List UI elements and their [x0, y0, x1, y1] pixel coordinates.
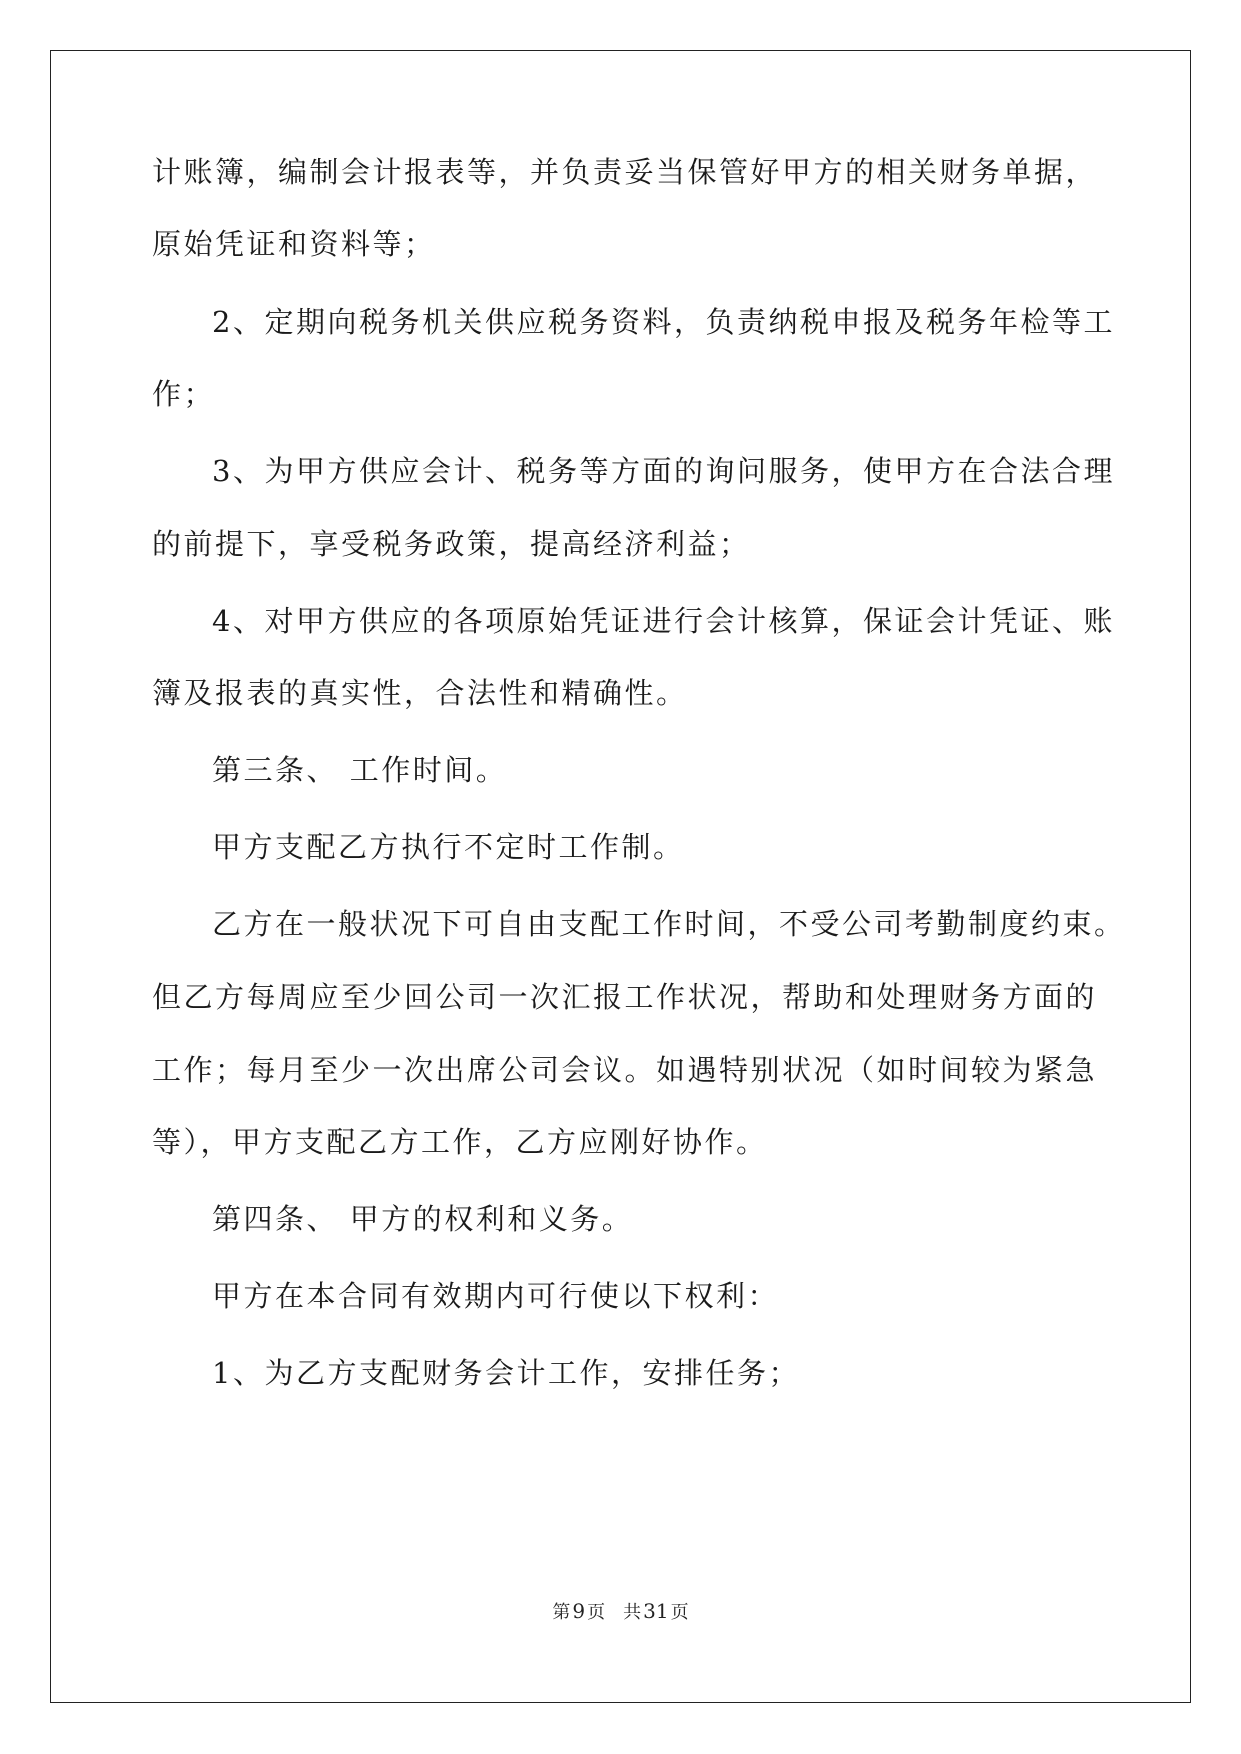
section-heading: 第四条、 甲方的权利和义务。 — [212, 1202, 634, 1236]
page-prefix: 第 — [552, 1602, 571, 1623]
text-line: 原始凭证和资料等； — [152, 227, 436, 261]
text-line: 的前提下，享受税务政策，提高经济利益； — [152, 527, 751, 561]
page-mid: 页 共 — [587, 1602, 642, 1623]
section-heading: 第三条、 工作时间。 — [212, 753, 508, 787]
text-line: 计账簿，编制会计报表等，并负责妥当保管好甲方的相关财务单据， — [152, 155, 1098, 189]
text-line: 1、为乙方支配财务会计工作，安排任务； — [212, 1356, 800, 1390]
text-line: 等），甲方支配乙方工作，乙方应刚好协作。 — [152, 1125, 768, 1159]
page-footer — [0, 1599, 1241, 1625]
text-line: 甲方支配乙方执行不定时工作制。 — [212, 830, 685, 864]
text-line: 3、为甲方供应会计、税务等方面的询问服务，使甲方在合法合理 — [212, 454, 1115, 488]
text-line: 簿及报表的真实性，合法性和精确性。 — [152, 676, 688, 710]
text-line: 2、定期向税务机关供应税务资料，负责纳税申报及税务年检等工 — [212, 305, 1115, 339]
page-border — [50, 50, 1191, 1703]
text-line: 作； — [152, 377, 216, 411]
text-line: 乙方在一般状况下可自由支配工作时间，不受公司考勤制度约束。 — [212, 907, 1126, 941]
text-line: 工作；每月至少一次出席公司会议。如遇特别状况（如时间较为紧急 — [152, 1053, 1098, 1087]
text-line: 但乙方每周应至少回公司一次汇报工作状况，帮助和处理财务方面的 — [152, 980, 1098, 1014]
text-line: 甲方在本合同有效期内可行使以下权利： — [212, 1279, 780, 1313]
page-current: 9 — [572, 1599, 586, 1623]
page-total: 31 — [643, 1599, 669, 1623]
page-suffix: 页 — [670, 1602, 689, 1623]
text-line: 4、对甲方供应的各项原始凭证进行会计核算，保证会计凭证、账 — [212, 604, 1115, 638]
